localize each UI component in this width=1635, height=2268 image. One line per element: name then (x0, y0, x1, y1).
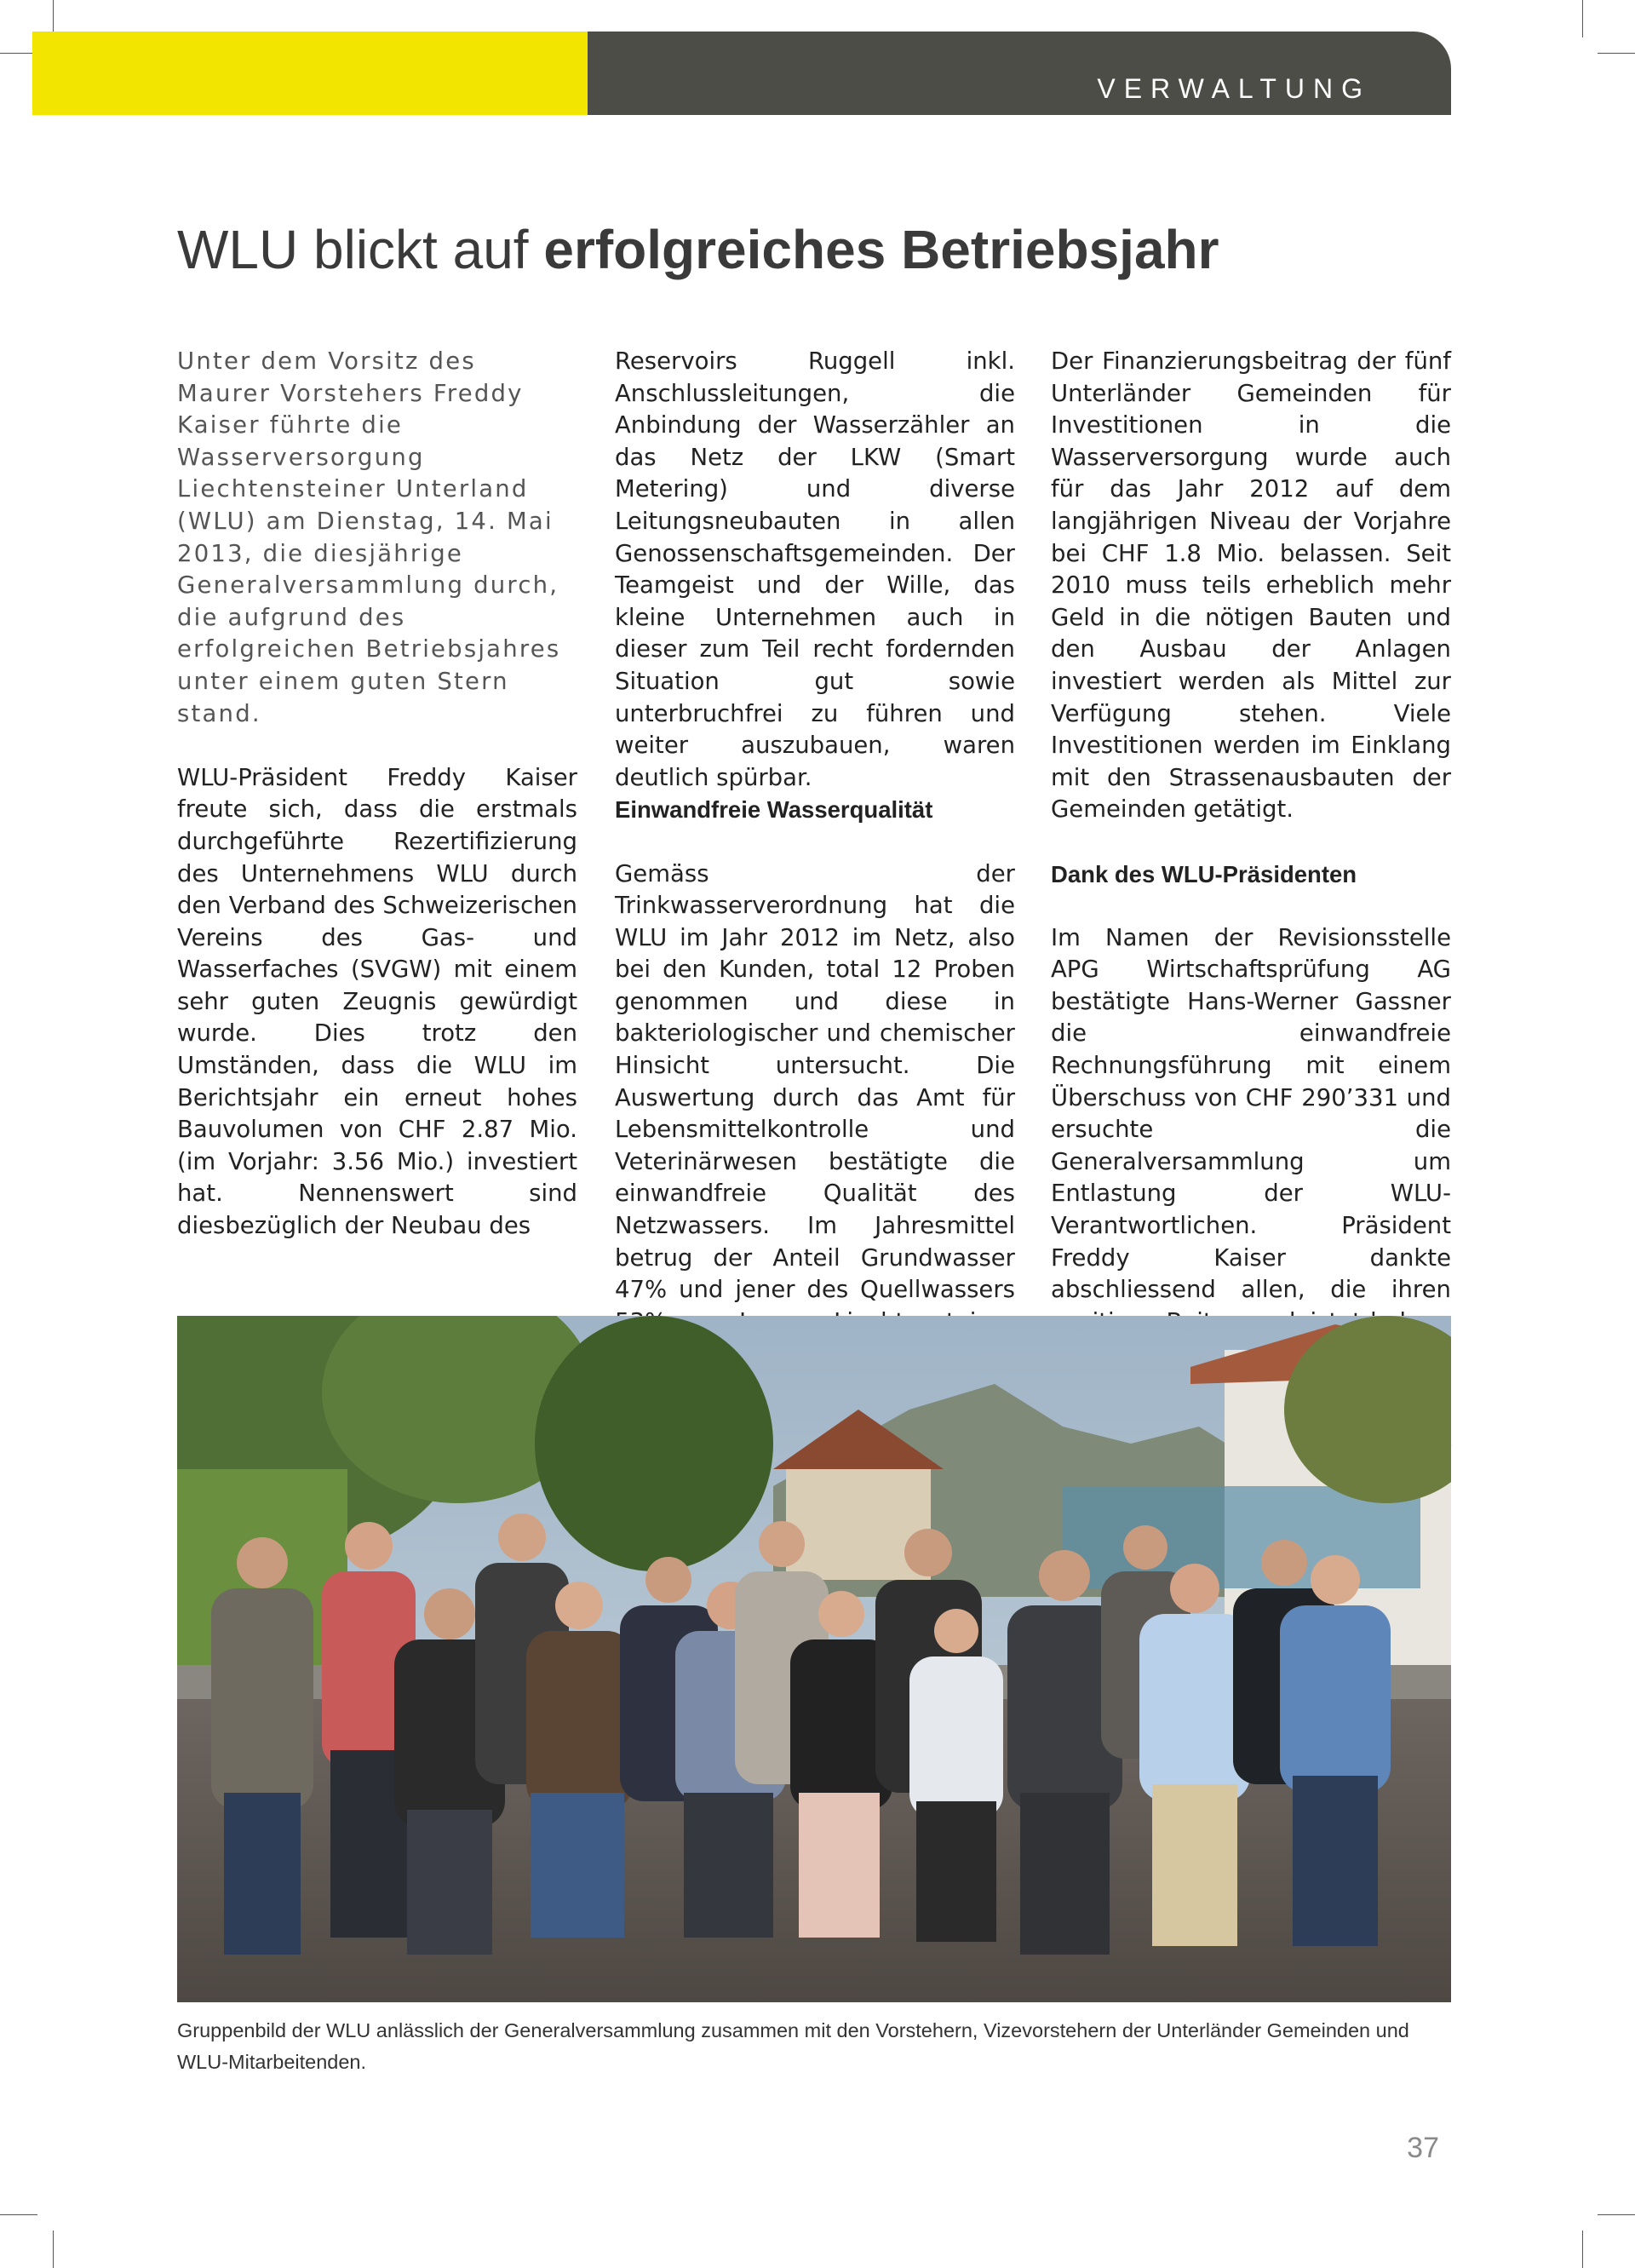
photo-caption: Gruppenbild der WLU anlässlich der Generalversammlung zusammen mit den Vorstehern, Vizevorstehern der Unterländer Gemeinden und WLU-Mitarbeitenden. (177, 2019, 1409, 2073)
article-title-bold: erfolgreiches Betriebsjahr (543, 219, 1219, 280)
article-column-1 (177, 346, 577, 1243)
subheading-water-quality: Einwandfreie Wasserqualität (615, 796, 933, 824)
section-label: VERWALTUNG (1097, 73, 1371, 104)
crop-mark (53, 2231, 54, 2268)
article-title (177, 218, 1219, 281)
group-photo-illustration (177, 1316, 1451, 2002)
crop-mark (1582, 2231, 1583, 2268)
article-paragraph-1-continued: Reservoirs Ruggell inkl. Anschlussleitungen, die Anbindung der Wasserzähler an das Netz der LKW (Smart Metering) und diverse Leitungsneubauten in allen Genossenschaftsgemeinden. Der Teamgeist und der Wille, das kleine Unternehmen auch in dieser zum Teil recht fordernden Situation gut sowie unterbruchfrei zu führen und weiter auszubauen, waren deutlich spürbar. (615, 347, 1015, 791)
crop-mark (1598, 2214, 1635, 2215)
crop-mark (0, 2214, 37, 2215)
article-intro: Unter dem Vorsitz des Maurer Vorstehers Freddy Kaiser führte die Wasserversorgung Liechtensteiner Unterland (WLU) am Dienstag, 14. Mai 2013, die diesjährige Generalversammlung durch, die aufgrund des erfolgreichen Betriebsjahres unter einem guten Stern stand. (177, 347, 561, 727)
article-paragraph-2: Gemäss der Trinkwasserverordnung hat die WLU im Jahr 2012 im Netz, also bei den Kunden, total 12 Proben genommen und diese in bakteriologischer und chemischer Hinsicht untersucht. Die Auswertung durch das Amt für Lebensmittelkontrolle und Veterinärwesen bestätigte die einwandfreie Qualität des Netzwassers. Im Jahresmittel betrug der Anteil Grundwasser 47% und jener des Quellwassers (615, 859, 1015, 1304)
page-number: 37 (1407, 2132, 1439, 2164)
crop-mark (1598, 53, 1635, 54)
crop-mark (1582, 0, 1583, 37)
article-paragraph-3: Der Finanzierungsbeitrag der fünf Unterländer Gemeinden für Investitionen in die Wasserversorgung wurde auch für das Jahr 2012 auf dem langjährigen Niveau der Vorjahre bei CHF 1.8 Mio. belassen. Seit 2010 muss teils erheblich mehr Geld in die nötigen Bauten und den Ausbau der Anlagen investiert werden als Mittel zur Verfügung stehen. Viele Investitionen werden im Einklang mit den Strassenausbauten der Gemeinden getätigt. (1051, 347, 1451, 824)
subheading-thanks: Dank des WLU-Präsidenten (1051, 860, 1357, 887)
group-photo (177, 1316, 1451, 2002)
header-accent-bar (32, 32, 588, 115)
article-paragraph-1: WLU-Präsident Freddy Kaiser freute sich, dass die erstmals durchgeführte Rezertifizierung des Unternehmens WLU durch den Verband des Schweizerischen Vereins des Gas- und Wasserfaches (SVGW) mit einem sehr guten Zeugnis gewürdigt wurde. Dies trotz den Umständen, dass die WLU im Berichtsjahr ein erneut hohes Bauvolumen von CHF 2.87 Mio. (im Vorjahr: 3.56 Mio.) investiert hat. Nennenswert sind diesbezüglich der Neubau des (177, 763, 577, 1240)
article-paragraph-4: Im Namen der Revisionsstelle APG Wirtschaftsprüfung AG bestätigte Hans-Werner Gassner die einwandfreie Rechnungsführung mit einem Überschuss von CHF 290’331 und ersuchte die Generalversammlung um Entlastung der WLU-Verantwortlichen. Präsident Freddy Kaiser dankte abschliessend allen, die ihren (1051, 923, 1451, 1304)
article-title-light: WLU blickt auf (177, 219, 544, 280)
